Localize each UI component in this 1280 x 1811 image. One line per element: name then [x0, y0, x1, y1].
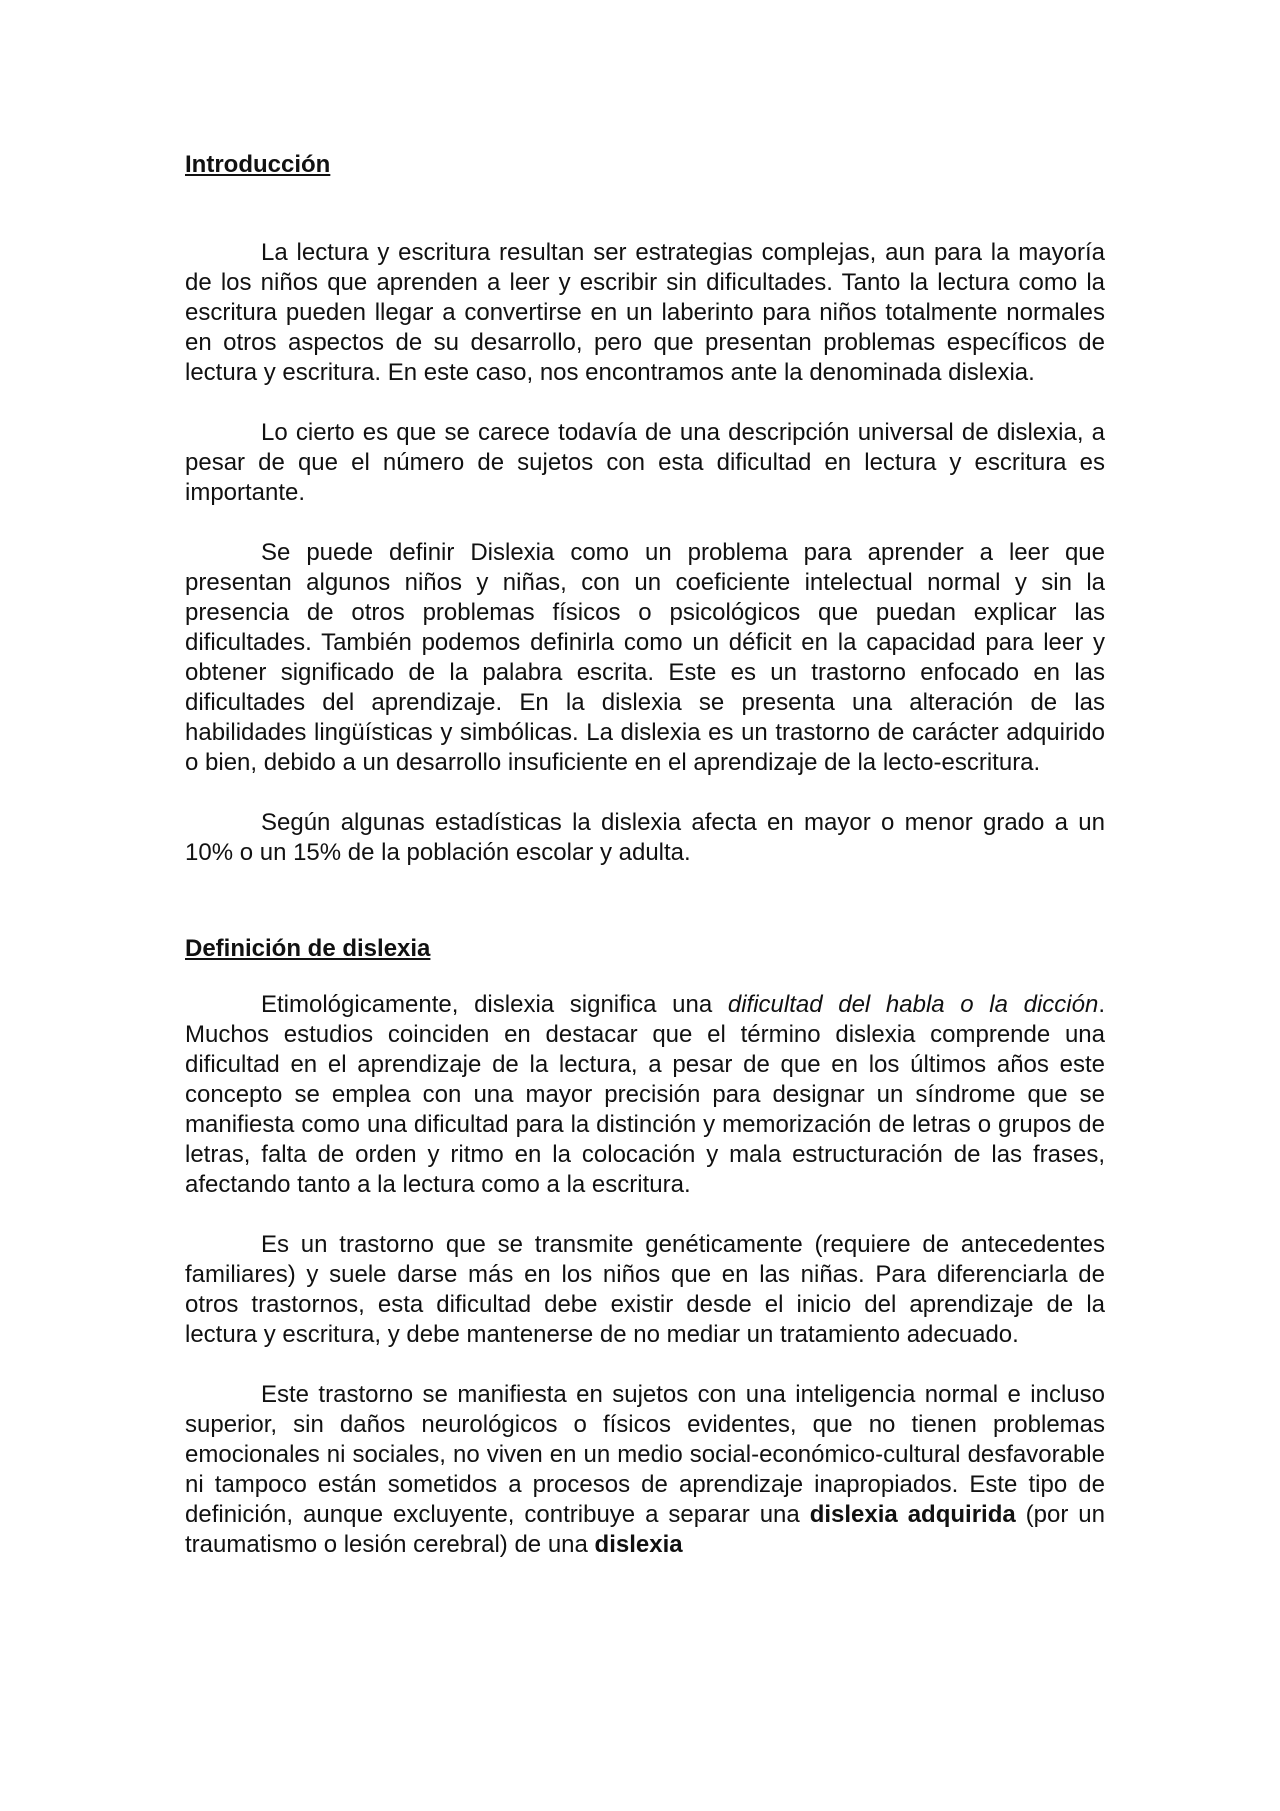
definition-paragraph-3 [185, 1380, 1105, 1560]
definition-p1-text-after: . Muchos estudios coinciden en destacar que el término dislexia comprende una dificultad en el aprendizaje de la lectura, a pesar de que en los últimos años este concepto se emplea con una mayor precisión para designar un síndrome que se manifiesta como una dificultad para la distinción y memorización de letras o grupos de letras, falta de orden y ritmo en la colocación y mala estructuración de las frases, afectando tanto a la lectura como a la escritura. [185, 991, 1106, 1198]
intro-paragraph-1: La lectura y escritura resultan ser estrategias complejas, aun para la mayoría de los niños que aprenden a leer y escribir sin dificultades. Tanto la lectura como la escritura pueden llegar a convertirse en un laberinto para niños totalmente normales en otros aspectos de su desarrollo, pero que presentan problemas específicos de lectura y escritura. En este caso, nos encontramos ante la denominada dislexia. [185, 239, 1105, 386]
definition-paragraph-1 [185, 990, 1105, 1200]
intro-paragraph-2: Lo cierto es que se carece todavía de una descripción universal de dislexia, a pesar de que el número de sujetos con esta dificultad en lectura y escritura es importante. [185, 419, 1105, 506]
document-page [185, 150, 1105, 1590]
definition-p3-text-2: (por un traumatismo o lesión cerebral) de una [185, 1501, 1105, 1558]
intro-heading: Introducción [185, 151, 331, 178]
intro-paragraph-3: Se puede definir Dislexia como un problema para aprender a leer que presentan algunos niños y niñas, con un coeficiente intelectual normal y sin la presencia de otros problemas físicos o psicológicos que puedan explicar las dificultades. También podemos definirla como un déficit en la capacidad para leer y obtener significado de la palabra escrita. Este es un trastorno enfocado en las dificultades del aprendizaje. En la dislexia se presenta una alteración de las habilidades lingüísticas y simbólicas. La dislexia es un trastorno de carácter adquirido o bien, debido a un desarrollo insuficiente en el aprendizaje de la lecto-escritura. [185, 539, 1105, 776]
intro-paragraph-4: Según algunas estadísticas la dislexia afecta en mayor o menor grado a un 10% o un 15% de la población escolar y adulta. [185, 809, 1105, 866]
definition-p1-text-before: Etimológicamente, dislexia significa una [261, 991, 728, 1018]
definition-p3-text-1: Este trastorno se manifiesta en sujetos con una inteligencia normal e incluso superior, sin daños neurológicos o físicos evidentes, que no tienen problemas emocionales ni sociales, no viven en un medio social-económico-cultural desfavorable ni tampoco están sometidos a procesos de aprendizaje inapropiados. Este tipo de definición, aunque excluyente, contribuye a separar una [185, 1381, 1105, 1528]
definition-p1-italic: dificultad del habla o la dicción [727, 991, 1099, 1018]
definition-p3-bold-2: dislexia [594, 1531, 683, 1558]
definition-paragraph-2: Es un trastorno que se transmite genéticamente (requiere de antecedentes familiares) y suele darse más en los niños que en las niñas. Para diferenciarla de otros trastornos, esta dificultad debe existir desde el inicio del aprendizaje de la lectura y escritura, y debe mantenerse de no mediar un tratamiento adecuado. [185, 1231, 1105, 1348]
definition-heading: Definición de dislexia [185, 935, 431, 962]
definition-p3-bold-1: dislexia adquirida [809, 1501, 1016, 1528]
